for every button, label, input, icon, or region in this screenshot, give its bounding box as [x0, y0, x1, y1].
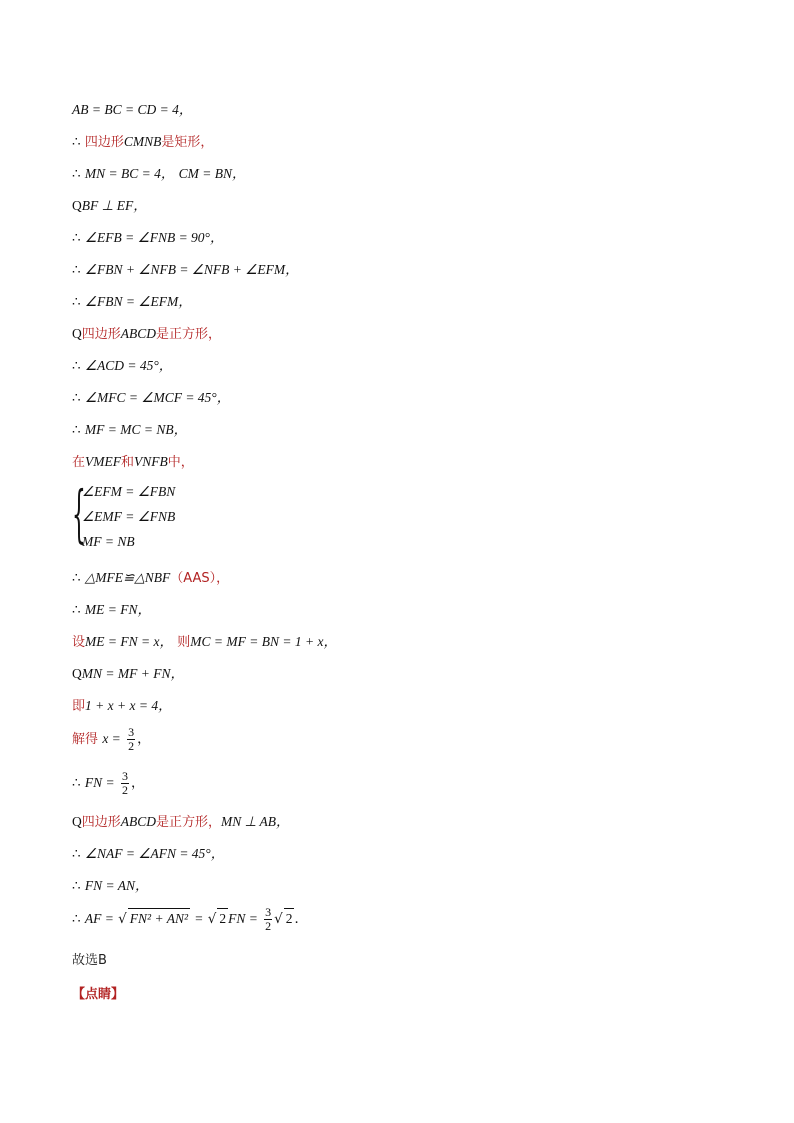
- system-line-3: MF = NB: [82, 534, 135, 549]
- line-9: [72, 356, 172, 376]
- math: ∠MFC = ∠MCF = 45°，: [84, 390, 231, 405]
- text: 即: [72, 699, 86, 714]
- math: MC = MF = BN = 1 + x，: [190, 634, 337, 649]
- math: ABCD: [120, 326, 157, 341]
- therefore-symbol: ∴: [72, 602, 81, 617]
- math: FN =: [228, 911, 258, 926]
- line-21: [72, 844, 224, 864]
- therefore-symbol: ∴: [72, 911, 81, 926]
- math: ∠ACD = 45°，: [84, 358, 173, 373]
- math: VNFB: [134, 454, 168, 469]
- punct: ，: [137, 731, 151, 746]
- denominator: 2: [265, 919, 272, 933]
- math: FN = AN，: [84, 878, 149, 893]
- text: 四边形: [84, 135, 124, 150]
- numerator: 3: [265, 905, 272, 919]
- because-symbol: Q: [72, 666, 82, 681]
- math: FN =: [84, 775, 115, 790]
- system-lines: [82, 484, 175, 550]
- line-16: [72, 664, 184, 684]
- line-20: [72, 812, 290, 833]
- line-17: [72, 696, 172, 717]
- line-25: [72, 984, 124, 1005]
- line-18: [72, 726, 151, 753]
- numerator: 3: [128, 725, 135, 739]
- line-19: [72, 770, 144, 797]
- fraction: [121, 770, 129, 797]
- therefore-symbol: ∴: [72, 878, 81, 893]
- therefore-symbol: ∴: [72, 134, 81, 149]
- denominator: 2: [128, 739, 135, 753]
- equation-system: [72, 477, 176, 550]
- math: 1 + x + x = 4，: [85, 698, 172, 713]
- line-8: [72, 324, 221, 345]
- math: ABCD: [120, 814, 157, 829]
- sqrt-icon: √: [207, 911, 217, 927]
- math: CMNB: [123, 134, 162, 149]
- sqrt-icon: √: [118, 911, 127, 927]
- line-23: [72, 906, 308, 933]
- sqrt-icon: √: [274, 911, 283, 927]
- fraction: [264, 906, 272, 933]
- math: ∠FBN = ∠EFM，: [84, 294, 192, 309]
- math: ∠NAF = ∠AFN = 45°，: [84, 846, 225, 861]
- text: 是矩形，: [161, 135, 214, 150]
- left-brace: {: [72, 477, 86, 550]
- therefore-symbol: ∴: [72, 570, 81, 585]
- text: 四边形: [81, 815, 121, 830]
- text: 是正方形，: [156, 815, 222, 830]
- text: （AAS），: [170, 571, 230, 586]
- therefore-symbol: ∴: [72, 390, 81, 405]
- math: MN = BC = 4，: [84, 166, 175, 181]
- therefore-symbol: ∴: [72, 230, 81, 245]
- because-symbol: Q: [72, 814, 82, 829]
- text: 中，: [167, 455, 194, 470]
- math: △MFE≌△NBF: [84, 570, 171, 585]
- line-3: [72, 164, 246, 184]
- system-line-2: ∠EMF = ∠FNB: [82, 509, 176, 524]
- therefore-symbol: ∴: [72, 358, 81, 373]
- section-heading: 【点睛】: [72, 987, 125, 1002]
- equation: AB = BC = CD = 4，: [72, 102, 193, 117]
- system-line-1: ∠EFM = ∠FBN: [82, 484, 176, 499]
- therefore-symbol: ∴: [72, 166, 81, 181]
- punct: ．: [294, 911, 308, 926]
- line-1: [72, 100, 192, 120]
- math: x =: [102, 731, 121, 746]
- therefore-symbol: ∴: [72, 422, 81, 437]
- line-7: [72, 292, 192, 312]
- line-4: [72, 196, 147, 216]
- line-5: [72, 228, 223, 248]
- text: 解得: [72, 732, 99, 747]
- math: ∠FBN + ∠NFB = ∠NFB + ∠EFM，: [84, 262, 299, 277]
- line-15: [72, 632, 337, 653]
- line-14: [72, 600, 151, 620]
- math: ME = FN = x，: [85, 634, 173, 649]
- therefore-symbol: ∴: [72, 262, 81, 277]
- line-12: [72, 452, 194, 473]
- fraction: [127, 726, 135, 753]
- math: MF = MC = NB，: [84, 422, 188, 437]
- math: =: [194, 911, 204, 926]
- radicand: 2: [217, 908, 228, 929]
- text: 设: [72, 635, 86, 650]
- denominator: 2: [121, 783, 128, 797]
- line-6: [72, 260, 299, 280]
- text: 四边形: [81, 327, 121, 342]
- math: CM = BN，: [178, 166, 246, 181]
- because-symbol: Q: [72, 198, 82, 213]
- math: ME = FN，: [84, 602, 151, 617]
- math: BF ⊥ EF，: [81, 198, 147, 213]
- punct: ，: [130, 775, 145, 790]
- text: 则: [177, 635, 191, 650]
- math: ∠EFB = ∠FNB = 90°，: [84, 230, 224, 245]
- radicand: FN² + AN²: [128, 908, 190, 929]
- therefore-symbol: ∴: [72, 846, 81, 861]
- therefore-symbol: ∴: [72, 294, 81, 309]
- radicand: 2: [284, 908, 295, 929]
- text: 是正方形，: [156, 327, 222, 342]
- because-symbol: Q: [72, 326, 82, 341]
- text: 和: [121, 455, 135, 470]
- math: MN ⊥ AB，: [221, 814, 290, 829]
- line-24: [72, 950, 107, 971]
- math: MN = MF + FN，: [81, 666, 184, 681]
- math: AF =: [84, 911, 114, 926]
- line-2: [72, 132, 213, 153]
- math: VMEF: [85, 454, 122, 469]
- line-13: [72, 568, 229, 589]
- answer-text: 故选B: [72, 953, 107, 968]
- text: 在: [72, 455, 86, 470]
- line-10: [72, 388, 230, 408]
- line-22: [72, 876, 149, 896]
- line-11: [72, 420, 187, 440]
- therefore-symbol: ∴: [72, 775, 81, 790]
- numerator: 3: [121, 769, 128, 783]
